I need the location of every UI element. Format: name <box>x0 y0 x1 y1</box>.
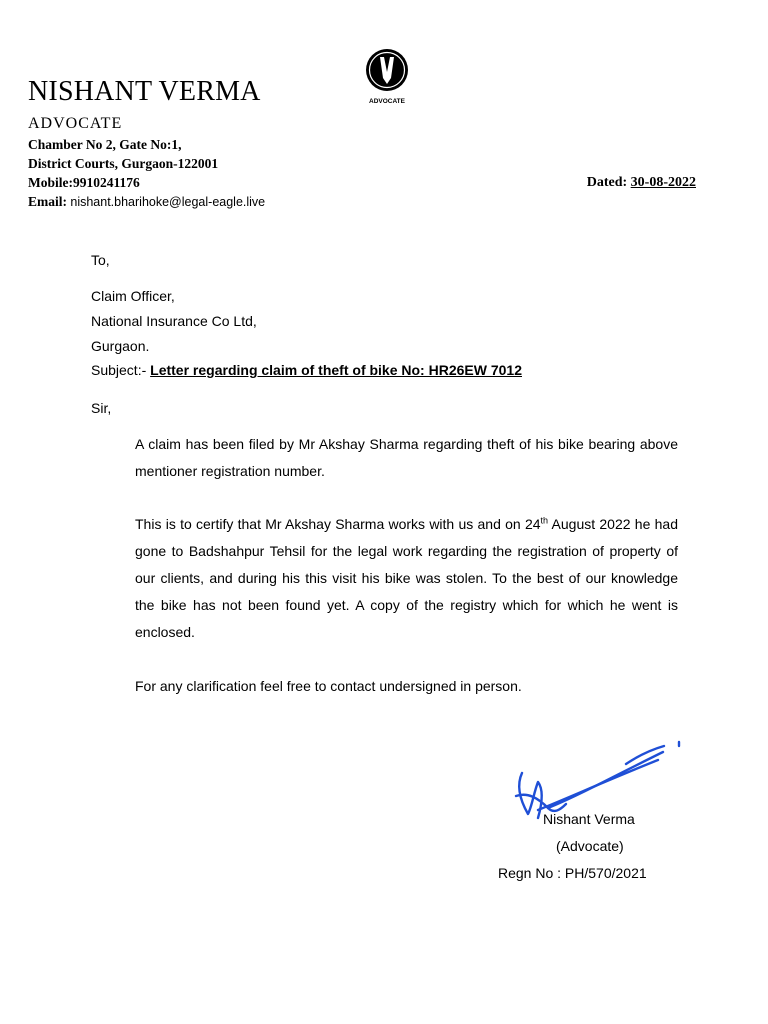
email-label: Email: <box>28 194 67 209</box>
recipient-line-1: Claim Officer, <box>91 288 175 304</box>
body-paragraph-2 <box>135 511 678 646</box>
registration-number: Regn No : PH/570/2021 <box>498 865 647 881</box>
paragraph-text-start: This is to certify that Mr Akshay Sharma works with us and on 24 <box>135 516 541 532</box>
advocate-logo <box>362 48 412 105</box>
email-address: nishant.bharihoke@legal-eagle.live <box>70 195 266 209</box>
signatory-name: Nishant Verma <box>543 811 635 827</box>
paragraph-text <box>135 511 678 646</box>
dated-label: Dated: <box>586 175 628 190</box>
paragraph-text: For any clarification feel free to contact undersigned in person. <box>135 678 522 694</box>
subject-text: Letter regarding claim of theft of bike No: HR26EW 7012 <box>150 362 522 378</box>
paragraph-text-rest: August 2022 he had gone to Badshahpur Tehsil for the legal work regarding the registration of property of our clients, and during his this visit his bike was stolen. To the best of our knowledge the bike has not been found yet. A copy of the registry which for which he went is enclosed. <box>135 516 678 640</box>
subject-line <box>91 362 522 378</box>
salutation: Sir, <box>91 400 112 416</box>
advocate-name: NISHANT VERMA <box>28 76 261 107</box>
subject-label: Subject:- <box>91 362 147 378</box>
address-line-1: Chamber No 2, Gate No:1, <box>28 137 182 152</box>
email-line <box>28 194 265 210</box>
mobile-number: Mobile:9910241176 <box>28 175 140 190</box>
signatory-role: (Advocate) <box>556 838 624 854</box>
body-paragraph-3 <box>135 673 678 700</box>
paragraph-text: A claim has been filed by Mr Akshay Sharma regarding theft of his bike bearing above mentioner registration number. <box>135 436 678 479</box>
ordinal-suffix: th <box>540 515 549 526</box>
body-paragraph-1 <box>135 431 678 485</box>
date-line <box>587 175 696 191</box>
recipient-line-2: National Insurance Co Ltd, <box>91 313 257 329</box>
to-label: To, <box>91 252 110 268</box>
logo-caption: ADVOCATE <box>369 98 405 105</box>
advocate-emblem-icon <box>362 48 412 92</box>
address-line-2: District Courts, Gurgaon-122001 <box>28 156 219 171</box>
letter-date: 30-08-2022 <box>630 175 696 190</box>
advocate-title: ADVOCATE <box>28 115 123 132</box>
recipient-line-3: Gurgaon. <box>91 338 150 354</box>
